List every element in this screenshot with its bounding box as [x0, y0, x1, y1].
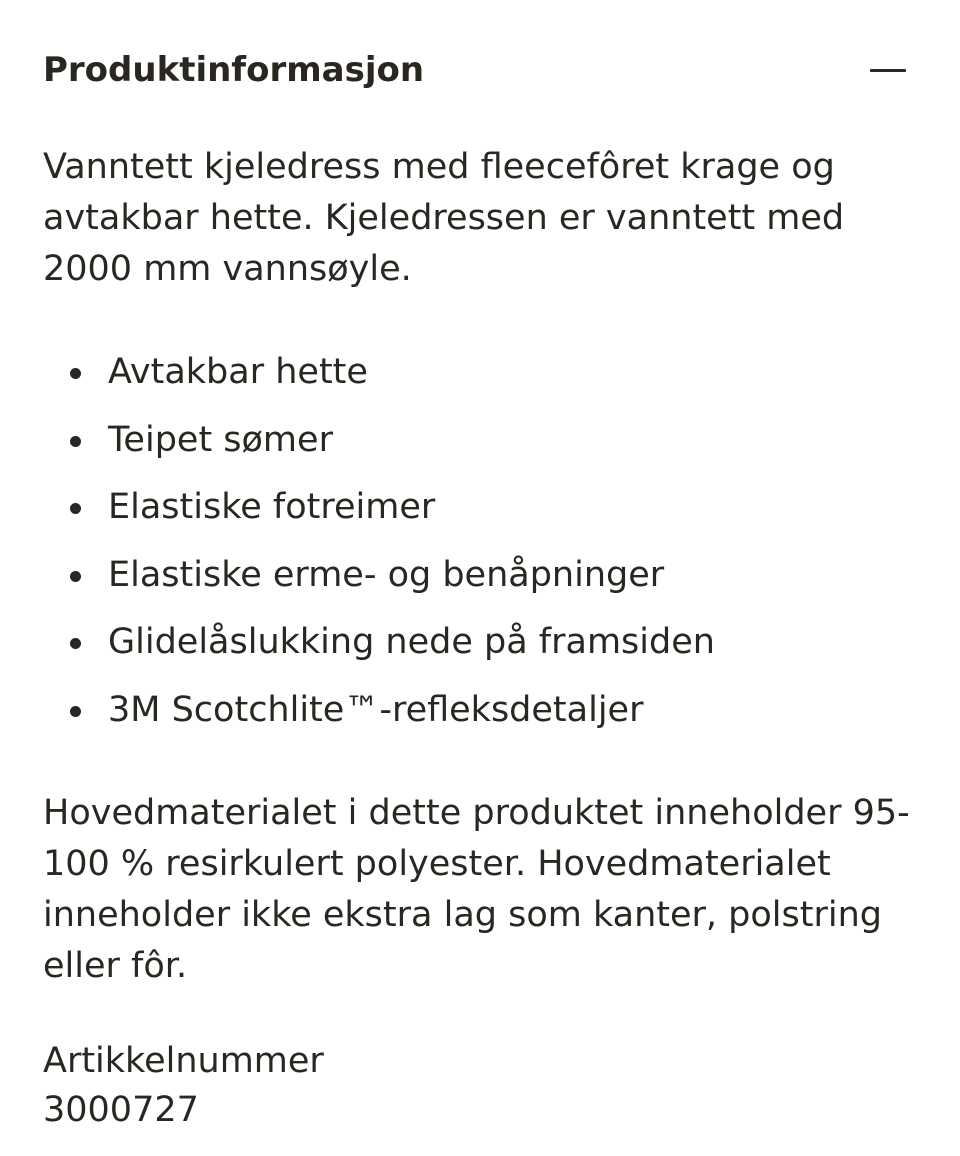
bullet-icon — [70, 638, 81, 649]
product-info-content — [43, 142, 910, 1135]
article-number-label: Artikkelnummer — [43, 1041, 324, 1081]
minus-icon — [870, 69, 906, 72]
bullet-icon — [70, 368, 81, 379]
list-item — [43, 609, 910, 677]
feature-text: Elastiske fotreimer — [108, 487, 436, 527]
collapse-button[interactable] — [868, 50, 908, 90]
bullet-icon — [70, 706, 81, 717]
list-item — [43, 542, 910, 610]
bullet-icon — [70, 571, 81, 582]
article-number-value: 3000727 — [43, 1090, 199, 1130]
bullet-icon — [70, 436, 81, 447]
list-item — [43, 677, 910, 745]
list-item — [43, 474, 910, 542]
article-number-block — [43, 1037, 910, 1135]
product-info-header[interactable] — [43, 44, 904, 96]
feature-text: Elastiske erme- og benåpninger — [108, 554, 665, 595]
bullet-icon — [70, 503, 81, 514]
feature-text: Glidelåslukking nede på framsiden — [108, 622, 715, 662]
feature-text: 3M Scotchlite™-refleksdetaljer — [108, 689, 644, 730]
list-item — [43, 339, 910, 407]
list-item — [43, 407, 910, 475]
feature-list — [43, 339, 910, 744]
material-info: Hovedmaterialet i dette produktet inneholder 95-100 % resirkulert polyester. Hovedmaterialet inneholder ikke ekstra lag som kanter, polstring eller fôr. — [43, 793, 910, 986]
product-description: Vanntett kjeledress med fleecefôret krage og avtakbar hette. Kjeledressen er vanntett med 2000 mm vannsøyle. — [43, 147, 845, 289]
feature-text: Avtakbar hette — [108, 352, 368, 392]
feature-text: Teipet sømer — [108, 419, 333, 460]
section-title: Produktinformasjon — [43, 50, 425, 90]
